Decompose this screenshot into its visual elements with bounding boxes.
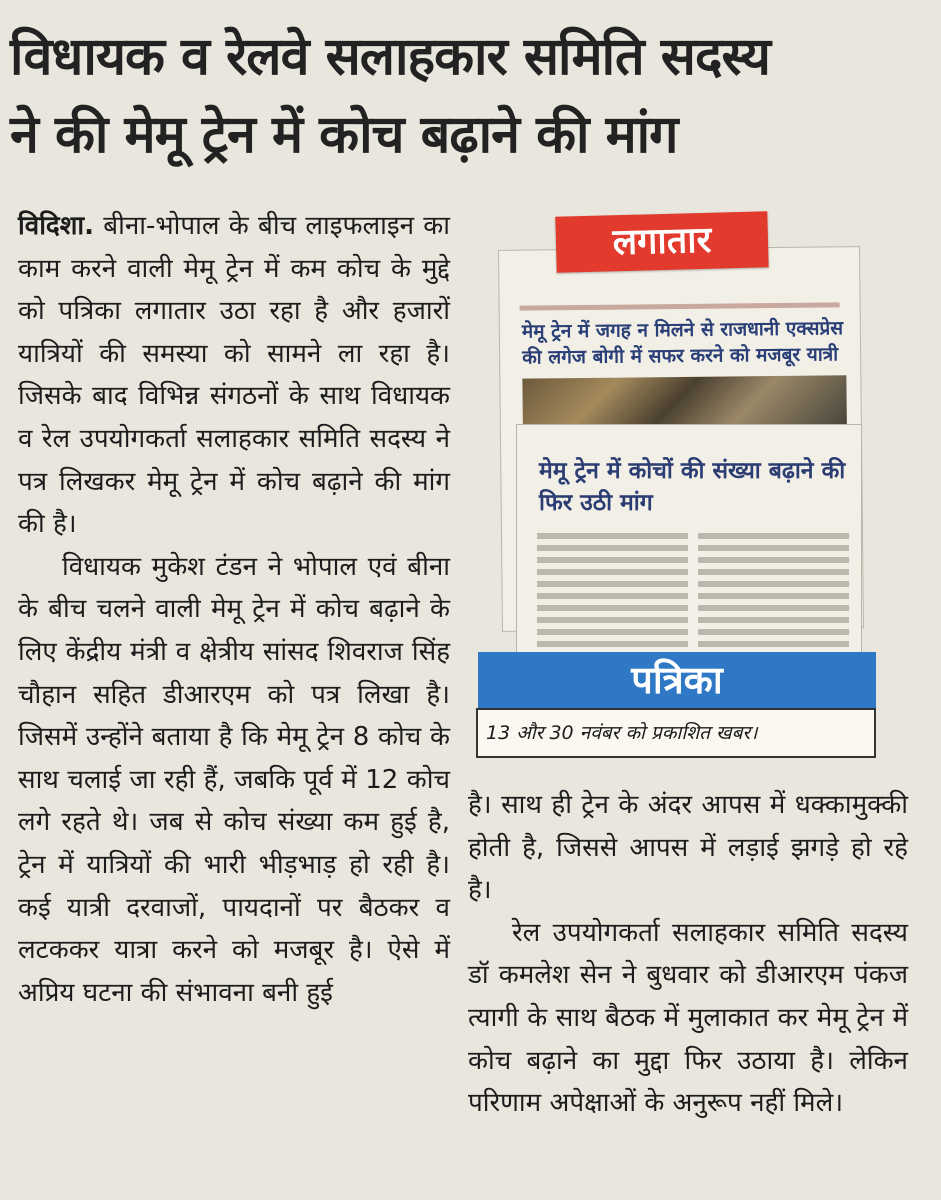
article-paragraph-3: रेल उपयोगकर्ता सलाहकार समिति सदस्य डॉ कमलेश सेन ने बुधवार को डीआरएम पंकज त्यागी के साथ बैठक में मुलाकात कर मेमू ट्रेन में कोच बढ़ाने का मुद्दा फिर उठाया है। लेकिन परिणाम अपेक्षाओं के अनुरूप नहीं मिले। (468, 917, 908, 1119)
inset-caption: 13 और 30 नवंबर को प्रकाशित खबर। (476, 708, 876, 758)
patrika-brand-bar: पत्रिका (478, 652, 876, 708)
article-paragraph-2-continued: है। साथ ही ट्रेन के अंदर आपस में धक्कामुक्की होती है, जिससे आपस में लड़ाई झगड़े हो रहे है। (468, 790, 908, 906)
article-paragraph-1 (18, 205, 450, 546)
clipping-1-headline: मेमू ट्रेन में जगह न मिलने से राजधानी एक्सप्रेस की लगेज बोगी में सफर करने को मजबूर यात्री (521, 317, 844, 369)
headline-line-2: ने की मेमू ट्रेन में कोच बढ़ाने की मांग (10, 105, 678, 165)
dateline: विदिशा. (18, 211, 95, 241)
clipping-2-body-text (517, 519, 861, 653)
headline-line-1: विधायक व रेलवे सलाहकार समिति सदस्य (10, 27, 770, 87)
headline (10, 18, 930, 174)
clipping-2-headline: मेमू ट्रेन में कोचों की संख्या बढ़ाने की फिर उठी मांग (539, 458, 846, 516)
article-right-column (468, 784, 908, 1125)
lagataar-badge: लगातार (555, 211, 768, 273)
article-paragraph-2: विधायक मुकेश टंडन ने भोपाल एवं बीना के बीच चलने वाली मेमू ट्रेन में कोच बढ़ाने के लिए केंद्रीय मंत्री व क्षेत्रीय सांसद शिवराज सिंह चौहान सहित डीआरएम को पत्र लिखा है। जिसमें उन्होंने बताया है कि मेमू ट्रेन 8 कोच के साथ चलाई जा रही हैं, जबकि पूर्व में 12 कोच लगे रहते थे। जब से कोच संख्या कम हुई है, ट्रेन में यात्रियों की भारी भीड़भाड़ हो रही है। कई यात्री दरवाजों, पायदानों पर बैठकर व लटककर यात्रा करने को मजबूर है। ऐसे में अप्रिय घटना की संभावना बनी हुई (18, 551, 450, 1008)
article-left-column (18, 205, 450, 1014)
paragraph-1-text: बीना-भोपाल के बीच लाइफलाइन का काम करने वाली मेमू ट्रेन में कम कोच के मुद्दे को पत्रिका लगातार उठा रहा है और हजारों यात्रियों की समस्या को सामने ला रहा है। जिसके बाद विभिन्न संगठनों के साथ विधायक व रेल उपयोगकर्ता सलाहकार समिति सदस्य ने पत्र लिखकर मेमू ट्रेन में कोच बढ़ाने की मांग की है। (18, 211, 450, 540)
clipping-2 (516, 424, 862, 656)
